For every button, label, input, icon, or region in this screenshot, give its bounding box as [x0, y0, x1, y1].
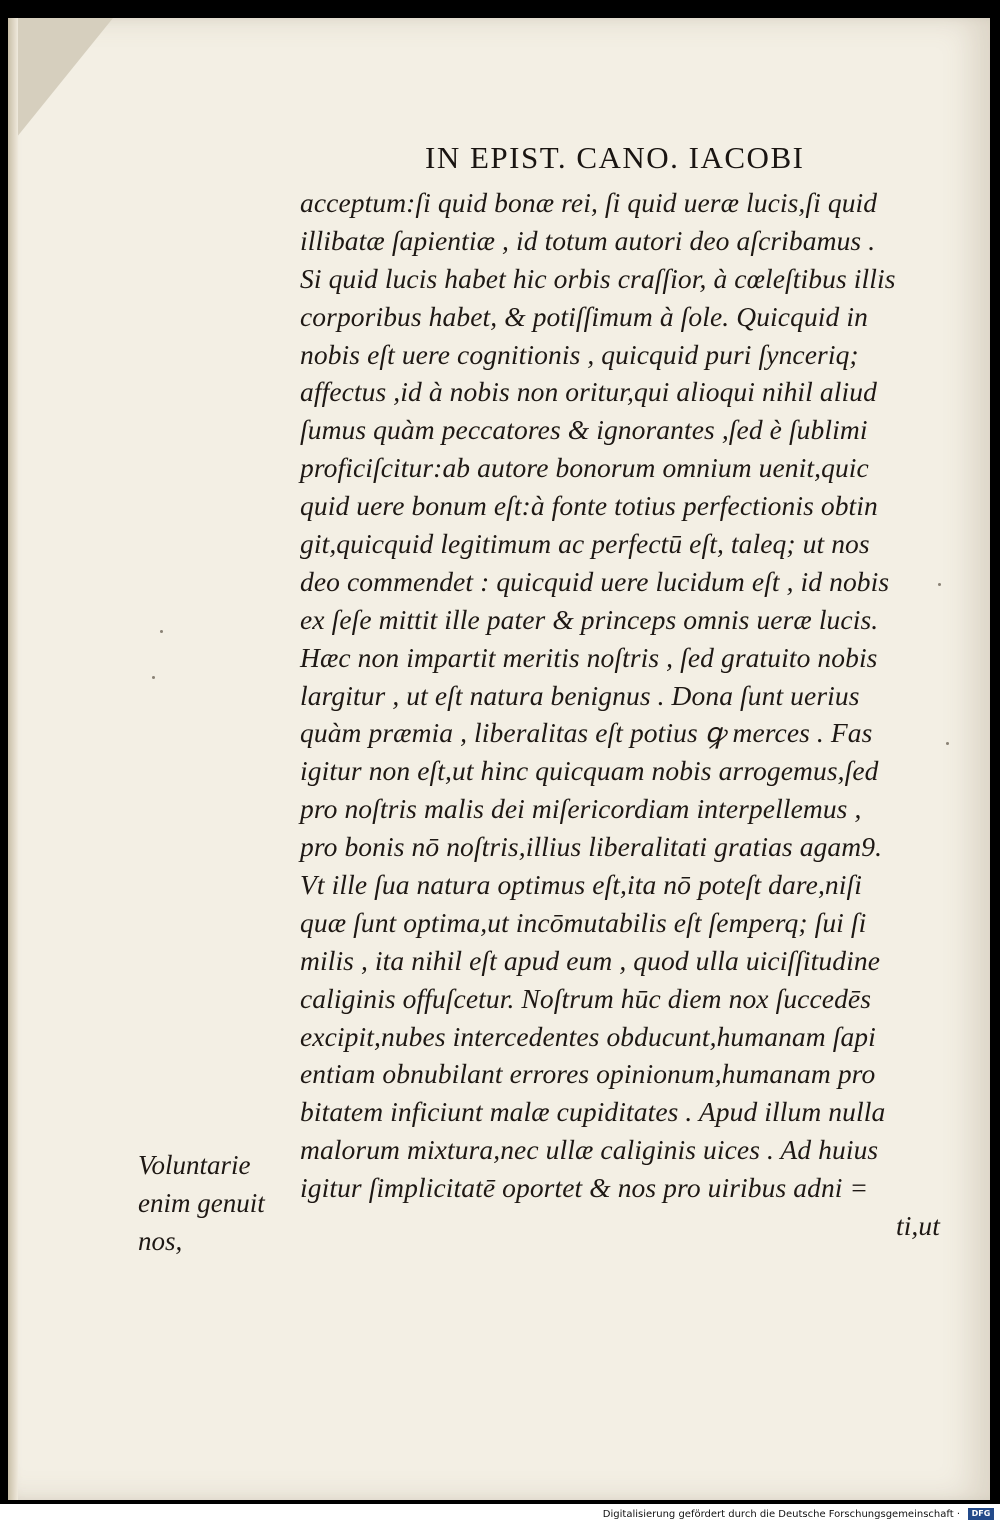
main-text-block [300, 184, 940, 1245]
marginal-note [138, 1146, 265, 1260]
text-line: quàm præmia , liberalitas eſt potius ꝙ merces . Fas [300, 717, 873, 749]
text-line: igitur ſimplicitatē oportet & nos pro uiribus adni = [300, 1172, 869, 1204]
text-line: affectus ,id à nobis non oritur,qui alioqui nihil aliud [300, 376, 877, 408]
text-line: quid uere bonum eſt:à fonte totius perfectionis obtin [300, 490, 878, 522]
text-line: pro bonis nō noſtris,illius liberalitati gratias agam9. [300, 831, 883, 863]
text-line: Vt ille ſua natura optimus eſt,ita nō poteſt dare,niſi [300, 869, 862, 901]
paper-speck [938, 583, 941, 586]
text-line: igitur non eſt,ut hinc quicquam nobis arrogemus,ſed [300, 755, 879, 787]
margin-line: Voluntarie [138, 1150, 251, 1180]
text-line: acceptum:ſi quid bonæ rei, ſi quid ueræ lucis,ſi quid [300, 187, 878, 218]
text-line: proficiſcitur:ab autore bonorum omnium uenit,quic [300, 452, 869, 484]
text-line: git,quicquid legitimum ac perfectū eſt, taleq; ut nos [300, 528, 870, 560]
text-line: ſumus quàm peccatores & ignorantes ,ſed è ſublimi [300, 414, 868, 446]
dfg-logo: DFG [968, 1508, 994, 1520]
text-line: ex ſeſe mittit ille pater & princeps omnis ueræ lucis. [300, 603, 879, 635]
text-line: pro noſtris malis dei miſericordiam interpellemus , [300, 793, 862, 825]
text-line: caliginis offuſcetur. Noſtrum hūc diem nox ſuccedēs [300, 982, 872, 1014]
margin-line: nos, [138, 1226, 183, 1256]
text-line: entiam obnubilant errores opinionum,humanam pro [300, 1058, 876, 1090]
text-line: bitatem inficiunt malæ cupiditates . Apud illum nulla [300, 1096, 886, 1128]
text-line: largitur , ut eſt natura benignus . Dona ſunt uerius [300, 679, 860, 711]
folded-corner [8, 18, 113, 148]
page-gutter-edge [8, 18, 18, 1500]
text-line: excipit,nubes intercedentes obducunt,humanam ſapi [300, 1020, 876, 1052]
text-line: quæ ſunt optima,ut incōmutabilis eſt ſemperq; ſui ſi [300, 906, 867, 938]
margin-line: enim genuit [138, 1188, 265, 1218]
text-line: milis , ita nihil eſt apud eum , quod ulla uiciſſitudine [300, 944, 881, 976]
text-line: malorum mixtura,nec ullæ caliginis uices . Ad huius [300, 1134, 879, 1166]
text-line: nobis eſt uere cognitionis , quicquid puri ſynceriq; [300, 338, 859, 370]
funding-credit: Digitalisierung gefördert durch die Deutsche Forschungsgemeinschaft · [602, 1509, 960, 1520]
text-line: Hæc non impartit meritis noſtris , ſed gratuito nobis [300, 641, 878, 673]
paper-speck [160, 630, 163, 633]
text-line: deo commendet : quicquid uere lucidum eſt , id nobis [300, 565, 890, 597]
catchword-line: ti,ut [895, 1210, 940, 1242]
text-line: illibatæ ſapientiæ , id totum autori deo aſcribamus . [300, 224, 876, 256]
paper-speck [152, 676, 155, 679]
text-line: corporibus habet, & potiſſimum à ſole. Quicquid in [300, 300, 868, 332]
text-line: Si quid lucis habet hic orbis craſſior, à cœleſtibus illis [300, 262, 896, 294]
paper-speck [946, 742, 949, 745]
running-head: IN EPIST. CANO. IACOBI [425, 140, 805, 175]
